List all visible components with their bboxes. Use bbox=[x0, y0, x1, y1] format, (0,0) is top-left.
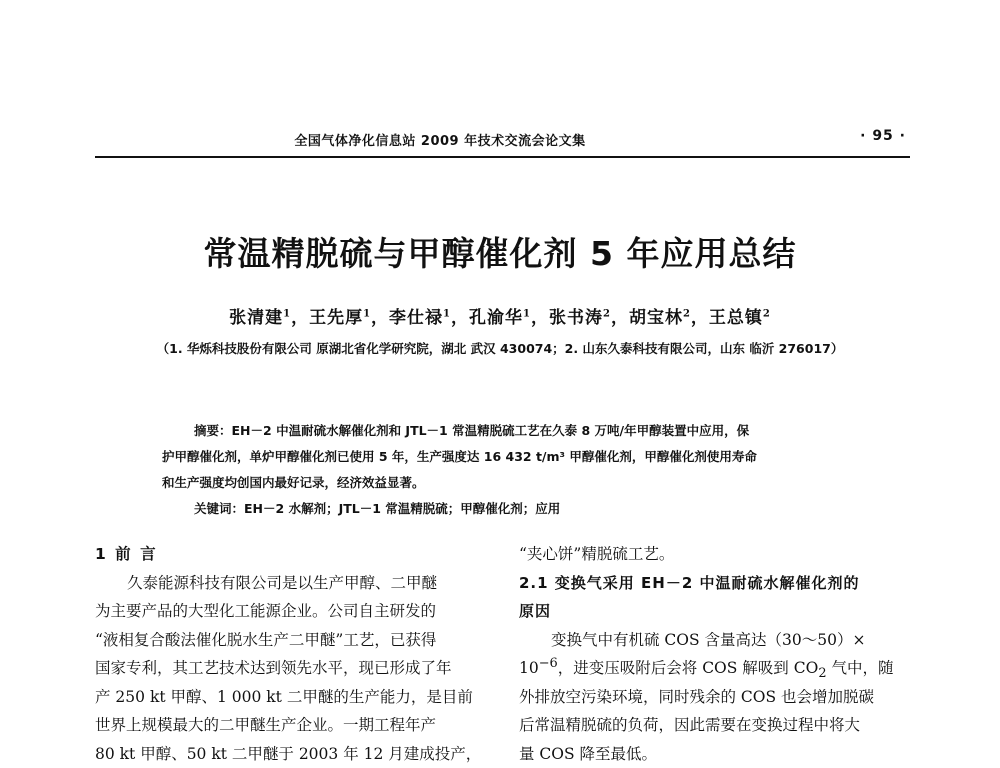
author-affiliation-mark: 1 bbox=[283, 308, 291, 319]
author-affiliation-mark: 1 bbox=[443, 308, 451, 319]
author-name: 王总镇 bbox=[709, 308, 763, 328]
abstract-line bbox=[162, 418, 862, 444]
subscript: 2 bbox=[818, 666, 826, 681]
body-line: 为主要产品的大型化工能源企业。公司自主研发的 bbox=[95, 597, 497, 626]
affiliation: （1. 华烁科技股份有限公司 原湖北省化学研究院，湖北 武汉 430074；2. 山东久泰科技有限公司，山东 临沂 276017） bbox=[0, 339, 1000, 357]
author-affiliation-mark: 2 bbox=[683, 308, 691, 319]
author-name: 张书涛 bbox=[549, 308, 603, 328]
left-column bbox=[95, 540, 497, 768]
keywords-text: EH－2 水解剂；JTL－1 常温精脱硫；甲醇催化剂；应用 bbox=[244, 501, 560, 516]
author-name: 李仕禄 bbox=[389, 308, 443, 328]
exponent: −6 bbox=[539, 656, 558, 671]
author-name: 张清建 bbox=[229, 308, 283, 328]
running-title: 全国气体净化信息站 2009 年技术交流会论文集 bbox=[245, 130, 635, 149]
abstract-text: EH－2 中温耐硫水解催化剂和 JTL－1 常温精脱硫工艺在久泰 8 万吨/年甲醇装置中应用，保 bbox=[232, 423, 750, 438]
body-line: 外排放空污染环境，同时残余的 COS 也会增加脱碳 bbox=[519, 683, 921, 712]
body-line: “液相复合酸法催化脱水生产二甲醚”工艺，已获得 bbox=[95, 626, 497, 655]
exponent-base: 10 bbox=[519, 659, 539, 677]
running-header bbox=[95, 124, 910, 158]
body-line: 量 COS 降至最低。 bbox=[519, 740, 921, 768]
author-affiliation-mark: 1 bbox=[523, 308, 531, 319]
body-line: 80 kt 甲醇、50 kt 二甲醚于 2003 年 12 月建成投产， bbox=[95, 740, 497, 768]
body-line bbox=[519, 654, 921, 683]
subsection-heading-continued: 原因 bbox=[519, 597, 921, 626]
body-line: 久泰能源科技有限公司是以生产甲醇、二甲醚 bbox=[95, 569, 497, 598]
author-affiliation-mark: 2 bbox=[603, 308, 611, 319]
abstract bbox=[162, 418, 862, 522]
author-name: 孔渝华 bbox=[469, 308, 523, 328]
keywords-line bbox=[162, 496, 862, 522]
body-line: 世界上规模最大的二甲醚生产企业。一期工程年产 bbox=[95, 711, 497, 740]
right-column bbox=[519, 540, 921, 768]
author-affiliation-mark: 2 bbox=[763, 308, 771, 319]
section-heading: 1 前 言 bbox=[95, 540, 497, 569]
body-line: 后常温精脱硫的负荷，因此需要在变换过程中将大 bbox=[519, 711, 921, 740]
author-list: 张清建$^1$，王先厚$^1$，李仕禄$^1$，孔渝华$^1$，张书涛$^2$，胡宝林$^2$，王总镇$^2$ bbox=[0, 303, 1000, 328]
body-text: 气中，随 bbox=[827, 659, 894, 677]
body-line: 国家专利，其工艺技术达到领先水平，现已形成了年 bbox=[95, 654, 497, 683]
keywords-label: 关键词： bbox=[194, 501, 244, 516]
body-line: “夹心饼”精脱硫工艺。 bbox=[519, 540, 921, 569]
author-affiliation-mark: 1 bbox=[363, 308, 371, 319]
body-line: 产 250 kt 甲醇、1 000 kt 二甲醚的生产能力，是目前 bbox=[95, 683, 497, 712]
page-number: · 95 · bbox=[860, 128, 906, 144]
abstract-label: 摘要： bbox=[194, 423, 232, 438]
abstract-line: 护甲醇催化剂，单炉甲醇催化剂已使用 5 年，生产强度达 16 432 t/m³ 甲醇催化剂，甲醇催化剂使用寿命 bbox=[162, 444, 862, 470]
paper-title: 常温精脱硫与甲醇催化剂 5 年应用总结 bbox=[0, 228, 1000, 275]
subsection-heading: 2.1 变换气采用 EH－2 中温耐硫水解催化剂的 bbox=[519, 569, 921, 598]
body-line: 变换气中有机硫 COS 含量高达（30～50）× bbox=[519, 626, 921, 655]
body-text: ，进变压吸附后会将 COS 解吸到 CO bbox=[558, 659, 819, 677]
abstract-line: 和生产强度均创国内最好记录，经济效益显著。 bbox=[162, 470, 862, 496]
author-name: 王先厚 bbox=[309, 308, 363, 328]
author-name: 胡宝林 bbox=[629, 308, 683, 328]
